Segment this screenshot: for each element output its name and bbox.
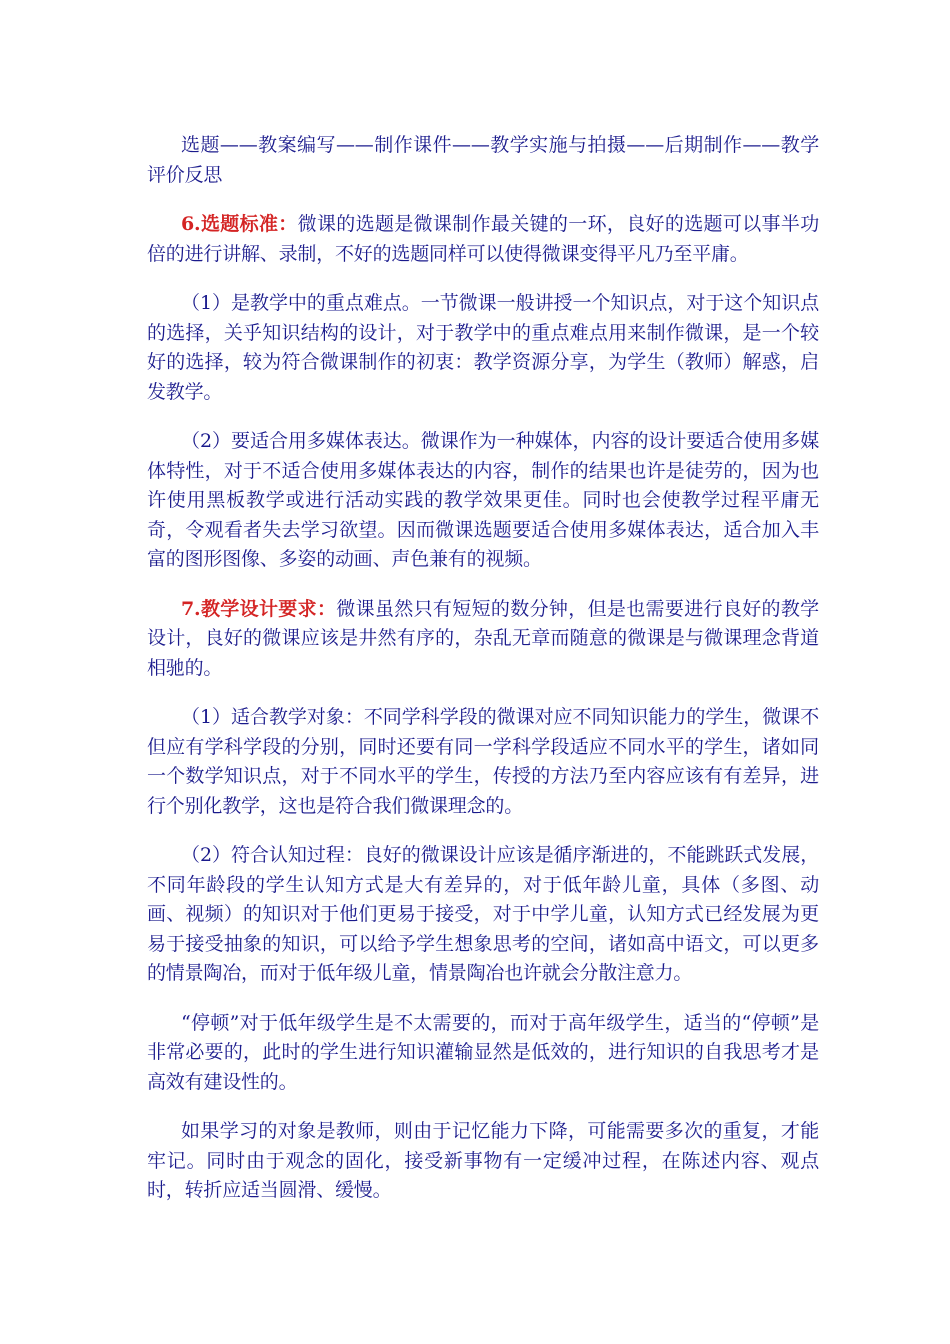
section6-paragraph: [147, 210, 819, 269]
section6-text: 微课的选题是微课制作最关键的一环，良好的选题可以事半功倍的进行讲解、录制，不好的选题同样可以使得微课变得平凡乃至平庸。: [147, 213, 820, 265]
section7-item2-text: （2）符合认知过程：良好的微课设计应该是循序渐进的，不能跳跃式发展，不同年龄段的学生认知方式是大有差异的，对于低年龄儿童，具体（多图、动画、视频）的知识对于他们更易于接受，对于中学儿童，认知方式已经发展为更易于接受抽象的知识，可以给予学生想象思考的空间，诸如高中语文，可以更多的情景陶冶，而对于低年级儿童，情景陶冶也许就会分散注意力。: [147, 844, 819, 984]
pause-paragraph: [147, 1009, 819, 1098]
section7-text: 微课虽然只有短短的数分钟，但是也需要进行良好的教学设计，良好的微课应该是井然有序的，杂乱无章而随意的微课是与微课理念背道相驰的。: [147, 597, 819, 679]
section7-item1-paragraph: [147, 703, 819, 821]
section7-heading: 7.教学设计要求：: [181, 597, 337, 620]
document-body: [147, 131, 819, 1226]
section6-heading: 6.选题标准：: [181, 213, 298, 235]
section6-item2-text: （2）要适合用多媒体表达。微课作为一种媒体，内容的设计要适合使用多媒体特性，对于不适合使用多媒体表达的内容，制作的结果也许是徒劳的，因为也许使用黑板教学或进行活动实践的教学效果更佳。同时也会使教学过程平庸无奇，令观看者失去学习欲望。因而微课选题要适合使用多媒体表达，适合加入丰富的图形图像、多姿的动画、声色兼有的视频。: [147, 430, 819, 570]
teacher-paragraph: [147, 1117, 819, 1206]
section7-paragraph: [147, 595, 819, 684]
section6-item1-paragraph: [147, 289, 819, 407]
section7-item2-paragraph: [147, 841, 819, 989]
section7-item1-text: （1）适合教学对象：不同学科学段的微课对应不同知识能力的学生，微课不但应有学科学段的分别，同时还要有同一学科学段适应不同水平的学生，诸如同一个数学知识点，对于不同水平的学生，传授的方法乃至内容应该有有差异，进行个别化教学，这也是符合我们微课理念的。: [147, 706, 819, 817]
workflow-text: 选题——教案编写——制作课件——教学实施与拍摄——后期制作——教学评价反思: [147, 134, 819, 186]
teacher-text: 如果学习的对象是教师，则由于记忆能力下降，可能需要多次的重复，才能牢记。同时由于观念的固化，接受新事物有一定缓冲过程，在陈述内容、观点时，转折应适当圆滑、缓慢。: [147, 1120, 819, 1201]
pause-text: “停顿”对于低年级学生是不太需要的，而对于高年级学生，适当的“停顿”是非常必要的，此时的学生进行知识灌输显然是低效的，进行知识的自我思考才是高效有建设性的。: [147, 1011, 819, 1093]
section6-item1-text: （1）是教学中的重点难点。一节微课一般讲授一个知识点，对于这个知识点的选择，关乎知识结构的设计，对于教学中的重点难点用来制作微课，是一个较好的选择，较为符合微课制作的初衷：教学资源分享，为学生（教师）解惑，启发教学。: [147, 292, 819, 403]
section6-item2-paragraph: [147, 427, 819, 575]
workflow-paragraph: [147, 131, 819, 190]
